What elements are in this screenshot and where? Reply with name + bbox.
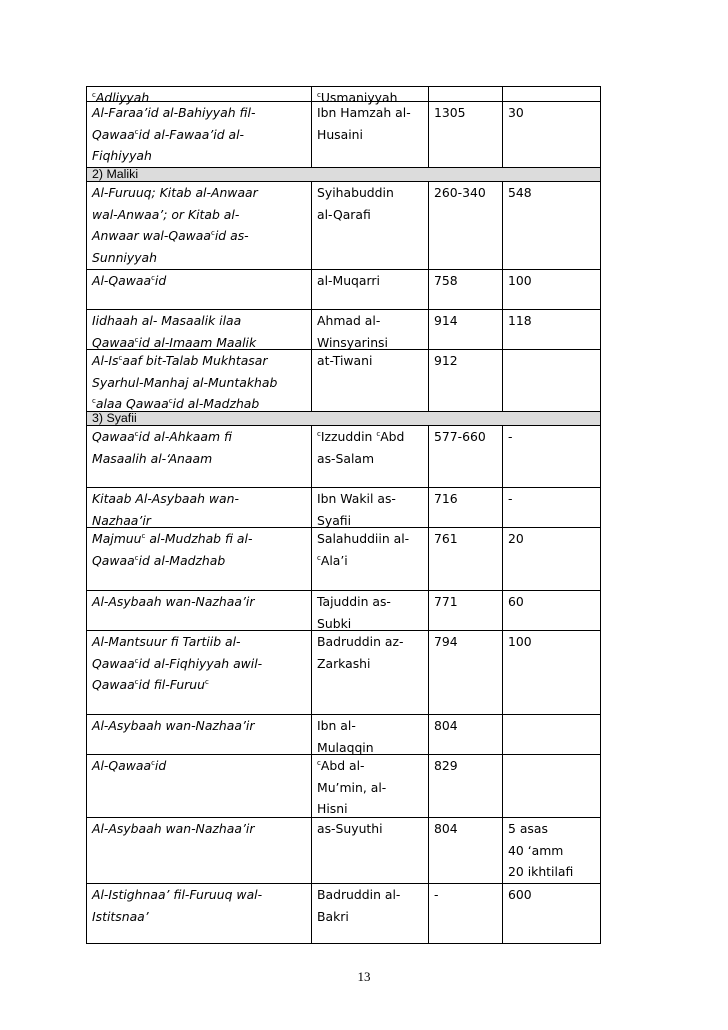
title-cell-line: Kitaab Al-Asybaah wan-	[92, 491, 239, 506]
title-cell	[87, 426, 312, 487]
title-cell-line: Qawaa$^c$id fil-Furuu$^c$	[92, 677, 209, 692]
year-cell	[429, 591, 503, 630]
title-cell	[87, 715, 312, 754]
author-cell	[312, 591, 429, 630]
author-cell	[312, 270, 429, 309]
rule-count-cell	[503, 631, 600, 714]
table-row	[86, 426, 601, 488]
author-cell-line: Badruddin az-	[317, 634, 404, 649]
table-row	[86, 715, 601, 755]
year-cell-line: 577-660	[434, 429, 486, 444]
author-cell-line: Mu’min, al-	[317, 779, 387, 795]
title-cell-line: Anwaar wal-Qawaa$^c$id as-	[92, 228, 249, 243]
section-header-row	[86, 168, 601, 182]
year-cell-line: 829	[434, 758, 458, 773]
title-cell	[87, 310, 312, 349]
title-cell-line: $^c$alaa Qawaa$^c$id al-Madzhab	[92, 396, 260, 411]
title-cell-line: Al-Asybaah wan-Nazhaa’ir	[92, 594, 255, 609]
title-cell-line: Al-Asybaah wan-Nazhaa’ir	[92, 821, 255, 836]
author-cell-line: Bakri	[317, 908, 349, 924]
title-cell	[87, 884, 312, 943]
year-cell-line: -	[434, 887, 439, 902]
year-cell	[429, 884, 503, 943]
section-label: 2) Maliki	[87, 168, 600, 181]
year-cell	[429, 426, 503, 487]
section-header-row	[86, 412, 601, 426]
rule-count-cell-line: -	[508, 491, 513, 506]
author-cell-line: Subki	[317, 615, 352, 631]
author-cell-line: Salahuddiin al-	[317, 531, 410, 546]
rule-count-cell	[503, 591, 600, 630]
author-cell-line: Syihabuddin	[317, 185, 394, 200]
author-cell-line: Ibn Wakil as-	[317, 491, 396, 506]
rule-count-cell	[503, 87, 600, 101]
author-cell	[312, 426, 429, 487]
table-row	[86, 528, 601, 591]
title-cell	[87, 488, 312, 527]
year-cell-line: 804	[434, 718, 458, 733]
table-row	[86, 591, 601, 631]
rule-count-cell	[503, 350, 600, 411]
year-cell-line: 716	[434, 491, 458, 506]
title-cell-line: wal-Anwaa’; or Kitab al-	[92, 206, 240, 222]
title-cell-line: Majmuu$^c$ al-Mudzhab fi al-	[92, 531, 253, 546]
author-cell-line: Badruddin al-	[317, 887, 401, 902]
year-cell	[429, 528, 503, 590]
title-cell-line: Qawaa$^c$id al-Madzhab	[92, 552, 226, 568]
rule-count-cell-line: 60	[508, 594, 524, 609]
year-cell	[429, 715, 503, 754]
author-cell	[312, 350, 429, 411]
author-cell	[312, 87, 429, 105]
author-cell	[312, 818, 429, 883]
rule-count-cell-line: 30	[508, 105, 524, 120]
author-cell-line: Ibn al-	[317, 718, 356, 733]
title-cell	[87, 591, 312, 630]
title-cell	[87, 182, 312, 269]
year-cell	[429, 350, 503, 411]
title-cell	[87, 818, 312, 883]
author-cell	[312, 488, 429, 527]
table-row	[86, 86, 601, 105]
title-cell	[87, 87, 312, 105]
year-cell-line: 260-340	[434, 185, 486, 200]
title-cell-line: Syarhul-Manhaj al-Muntakhab	[92, 374, 278, 390]
author-cell	[312, 528, 429, 590]
author-cell-line: Ahmad al-	[317, 313, 381, 328]
author-cell-line: $^c$Usmaniyyah	[317, 90, 398, 105]
title-cell-line: Al-Mantsuur fi Tartiib al-	[92, 634, 241, 649]
book-table	[86, 86, 601, 944]
rule-count-cell	[503, 426, 600, 487]
rule-count-cell	[503, 755, 600, 817]
title-cell-line: Qawaa$^c$id al-Fiqhiyyah awil-	[92, 655, 263, 671]
author-cell-line: $^c$Abd al-	[317, 758, 365, 773]
author-cell	[312, 755, 429, 817]
table-row	[86, 884, 601, 944]
title-cell-line: Istitsnaa’	[92, 908, 149, 924]
year-cell	[429, 87, 503, 101]
year-cell	[429, 182, 503, 269]
rule-count-cell	[503, 270, 600, 309]
title-cell-line: Sunniyyah	[92, 249, 157, 265]
table-row	[86, 488, 601, 528]
rule-count-cell-line: 5 asas	[508, 821, 548, 836]
author-cell-line: al-Qarafi	[317, 206, 371, 222]
author-cell-line: $^c$Izzuddin $^c$Abd	[317, 429, 405, 444]
author-cell	[312, 310, 429, 349]
title-cell-line: $^c$Adliyyah	[92, 90, 150, 105]
author-cell	[312, 102, 429, 167]
year-cell	[429, 755, 503, 817]
year-cell-line: 761	[434, 531, 458, 546]
year-cell	[429, 631, 503, 714]
rule-count-cell	[503, 182, 600, 269]
rule-count-cell-line: 118	[508, 313, 532, 328]
table-row	[86, 755, 601, 818]
table-row	[86, 818, 601, 884]
year-cell-line: 771	[434, 594, 458, 609]
table-row	[86, 270, 601, 310]
title-cell	[87, 631, 312, 714]
rule-count-cell	[503, 310, 600, 349]
year-cell	[429, 310, 503, 349]
author-cell-line: Husaini	[317, 126, 363, 142]
title-cell-line: Iidhaah al- Masaalik ilaa	[92, 313, 242, 328]
rule-count-cell	[503, 818, 600, 883]
author-cell-line: Winsyarinsi	[317, 334, 388, 350]
year-cell	[429, 488, 503, 527]
title-cell-line: Al-Qawaa$^c$id	[92, 273, 167, 288]
title-cell	[87, 755, 312, 817]
year-cell-line: 912	[434, 353, 458, 368]
author-cell-line: $^c$Ala’i	[317, 552, 348, 568]
rule-count-cell-line: 40 ‘amm	[508, 842, 564, 858]
title-cell-line: Al-Istighnaa’ fil-Furuuq wal-	[92, 887, 263, 902]
author-cell-line: Zarkashi	[317, 655, 371, 671]
table-row	[86, 350, 601, 412]
author-cell	[312, 715, 429, 754]
section-label: 3) Syafii	[87, 412, 600, 425]
author-cell	[312, 631, 429, 714]
table-row	[86, 631, 601, 715]
title-cell-line: Al-Qawaa$^c$id	[92, 758, 167, 773]
title-cell-line: Al-Faraa’id al-Bahiyyah fil-	[92, 105, 256, 120]
title-cell-line: Al-Furuuq; Kitab al-Anwaar	[92, 185, 258, 200]
title-cell	[87, 102, 312, 167]
author-cell	[312, 884, 429, 943]
rule-count-cell-line: -	[508, 429, 513, 444]
year-cell	[429, 102, 503, 167]
year-cell-line: 794	[434, 634, 458, 649]
year-cell-line: 758	[434, 273, 458, 288]
rule-count-cell	[503, 488, 600, 527]
rule-count-cell	[503, 884, 600, 943]
rule-count-cell	[503, 715, 600, 754]
year-cell	[429, 270, 503, 309]
title-cell-line: Nazhaa’ir	[92, 512, 151, 528]
year-cell-line: 914	[434, 313, 458, 328]
year-cell	[429, 818, 503, 883]
title-cell	[87, 528, 312, 590]
author-cell-line: Syafii	[317, 512, 352, 528]
title-cell-line: Al-Asybaah wan-Nazhaa’ir	[92, 718, 255, 733]
year-cell-line: 804	[434, 821, 458, 836]
table-row	[86, 182, 601, 270]
rule-count-cell	[503, 528, 600, 590]
rule-count-cell-line: 20	[508, 531, 524, 546]
rule-count-cell	[503, 102, 600, 167]
rule-count-cell-line: 600	[508, 887, 532, 902]
rule-count-cell-line: 548	[508, 185, 532, 200]
title-cell-line: Al-Is$^c$aaf bit-Talab Mukhtasar	[92, 353, 268, 368]
author-cell-line: at-Tiwani	[317, 353, 373, 368]
author-cell-line: Ibn Hamzah al-	[317, 105, 411, 120]
table-row	[86, 102, 601, 168]
title-cell	[87, 350, 312, 411]
title-cell-line: Fiqhiyyah	[92, 148, 152, 163]
title-cell	[87, 270, 312, 309]
rule-count-cell-line: 100	[508, 273, 532, 288]
author-cell-line: as-Suyuthi	[317, 821, 383, 836]
title-cell-line: Qawaa$^c$id al-Imaam Maalik	[92, 334, 257, 350]
author-cell-line: Tajuddin as-	[317, 594, 391, 609]
table-row	[86, 310, 601, 350]
author-cell-line: Hisni	[317, 801, 348, 816]
title-cell-line: Qawaa$^c$id al-Fawaa’id al-	[92, 126, 245, 142]
title-cell-line: Qawaa$^c$id al-Ahkaam fi	[92, 429, 232, 444]
rule-count-cell-line: 100	[508, 634, 532, 649]
title-cell-line: Masaalih al-‘Anaam	[92, 450, 213, 466]
author-cell-line: Mulaqqin	[317, 739, 374, 755]
page-number: 13	[357, 969, 371, 984]
rule-count-cell-line: 20 ikhtilafi	[508, 864, 574, 879]
author-cell	[312, 182, 429, 269]
author-cell-line: as-Salam	[317, 450, 375, 466]
year-cell-line: 1305	[434, 105, 466, 120]
author-cell-line: al-Muqarri	[317, 273, 380, 288]
